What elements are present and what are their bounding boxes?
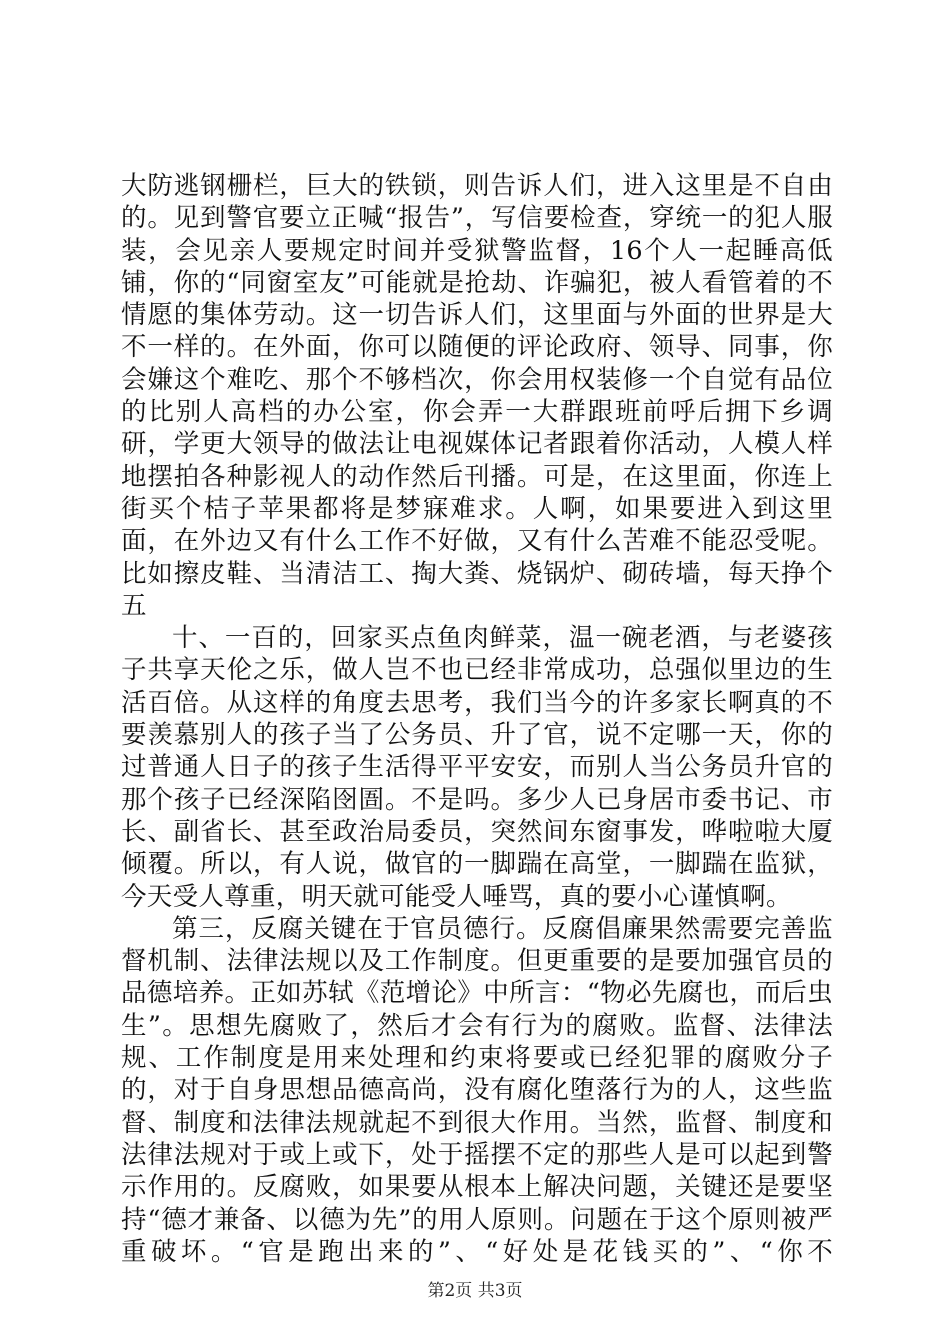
paragraph-1: 大防逃钢栅栏，巨大的铁锁，则告诉人们，进入这里是不自由的。见到警官要立正喊“报告”，写信要检查，穿统一的犯人服装，会见亲人要规定时间并受狱警监督，16个人一起睡高低铺，你的“同窗室友”可能就是抢劫、诈骗犯，被人看管着的不情愿的集体劳动。这一切告诉人们，这里面与外面的世界是大不一样的。在外面，你可以随便的评论政府、领导、同事，你会嫌这个难吃、那个不够档次，你会用权装修一个自觉有品位的比别人高档的办公室，你会弄一大群跟班前呼后拥下乡调研，学更大领导的做法让电视媒体记者跟着你活动，人模人样地摆拍各种影视人的动作然后刊播。可是，在这里面，你连上街买个桔子苹果都将是梦寐难求。人啊，如果要进入到这里面，在外边又有什么工作不好做，又有什么苦难不能忍受呢。比如擦皮鞋、当清洁工、掏大粪、烧锅炉、砌砖墙，每天挣个五 (121, 171, 833, 621)
paragraph-2: 十、一百的，回家买点鱼肉鲜菜，温一碗老酒，与老婆孩子共享天伦之乐，做人岂不也已经非常成功，总强似里边的生活百倍。从这样的角度去思考，我们当今的许多家长啊真的不要羡慕别人的孩子当了公务员、升了官，说不定哪一天，你的过普通人日子的孩子生活得平平安安，而别人当公务员升官的那个孩子已经深陷囹圄。不是吗。多少人已身居市委书记、市长、副省长、甚至政治局委员，突然间东窗事发，哗啦啦大厦倾覆。所以，有人说，做官的一脚踹在高堂，一脚踹在监狱，今天受人尊重，明天就可能受人唾骂，真的要小心谨慎啊。 (121, 623, 833, 912)
paragraph-3: 第三，反腐关键在于官员德行。反腐倡廉果然需要完善监督机制、法律法规以及工作制度。但更重要的是要加强官员的品德培养。正如苏轼《范增论》中所言：“物必先腐也，而后虫生”。思想先腐败了，然后才会有行为的腐败。监督、法律法规、工作制度是用来处理和约束将要或已经犯罪的腐败分子的，对于自身思想品德高尚，没有腐化堕落行为的人，这些监督、制度和法律法规就起不到很大作用。当然，监督、制度和法律法规对于或上或下，处于摇摆不定的那些人是可以起到警示作用的。反腐败，如果要从根本上解决问题，关键还是要坚持“德才兼备、以德为先”的用人原则。问题在于这个原则被严重破坏。“官是跑出来的”、“好处是花钱买的”、“你不 (121, 913, 833, 1267)
document-body (121, 170, 833, 1268)
page-footer: 第2页 共3页 (427, 1281, 523, 1301)
